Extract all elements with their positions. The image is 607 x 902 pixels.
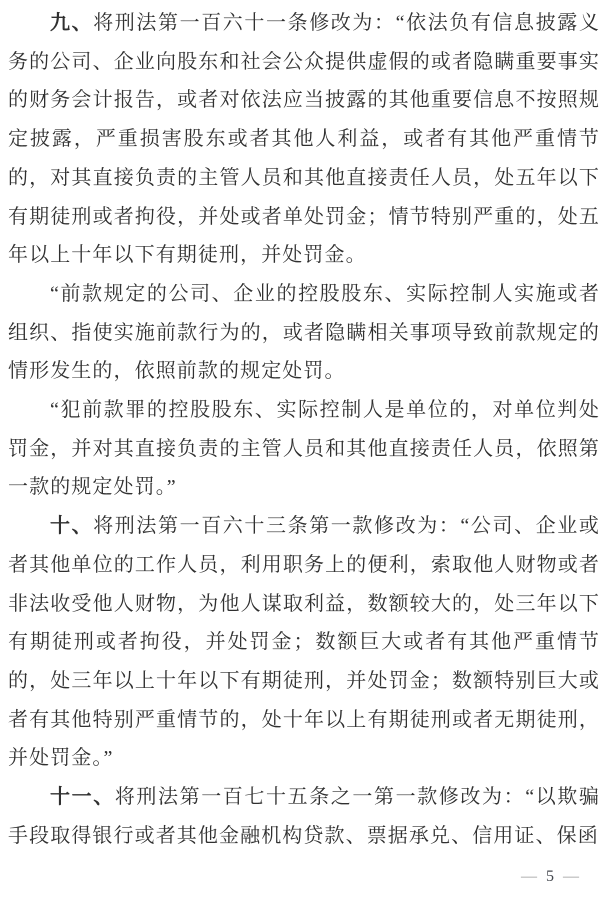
item-number: 十一、 [50, 786, 115, 809]
paragraph-3: “犯前款罪的控股股东、实际控制人是单位的，对单位判处罚金，并对其直接负责的主管人员和其他直接责任人员，依照第一款的规定处罚。” [8, 399, 600, 499]
item-number: 十、 [50, 515, 94, 538]
page-number: 5 [546, 868, 554, 885]
footer-left-dash: — [521, 868, 537, 885]
item-number: 九、 [50, 12, 94, 34]
paragraph-4: 十、将刑法第一百六十三条第一款修改为：“公司、企业或者其他单位的工作人员，利用职务上的便利，索取他人财物或者非法收受他人财物，为他人谋取利益，数额较大的，处三年以下有期徒刑或者拘役，并处罚金；数额巨大或者有其他严重情节的，处三年以上十年以下有期徒刑，并处罚金；数额特别巨大或者有其他特别严重情节的，处十年以上有期徒刑或者无期徒刑，并处罚金。” [8, 515, 600, 770]
paragraph-5: 十一、将刑法第一百七十五条之一第一款修改为：“以欺骗手段取得银行或者其他金融机构贷款、票据承兑、信用证、保函 [8, 786, 600, 847]
paragraph-2: “前款规定的公司、企业的控股股东、实际控制人实施或者组织、指使实施前款行为的，或者隐瞒相关事项导致前款规定的情形发生的，依照前款的规定处罚。 [8, 282, 600, 383]
paragraph-1: 九、将刑法第一百六十一条修改为：“依法负有信息披露义务的公司、企业向股东和社会公众提供虚假的或者隐瞒重要事实的财务会计报告，或者对依法应当披露的其他重要信息不按照规定披露，严重损害股东或者其他人利益，或者有其他严重情节的，对其直接负责的主管人员和其他直接责任人员，处五年以下有期徒刑或者拘役，并处或者单处罚金；情节特别严重的，处五年以上十年以下有期徒刑，并处罚金。 [8, 12, 600, 267]
page-footer [521, 867, 579, 887]
document-body [8, 0, 600, 855]
footer-right-dash: — [563, 868, 579, 885]
